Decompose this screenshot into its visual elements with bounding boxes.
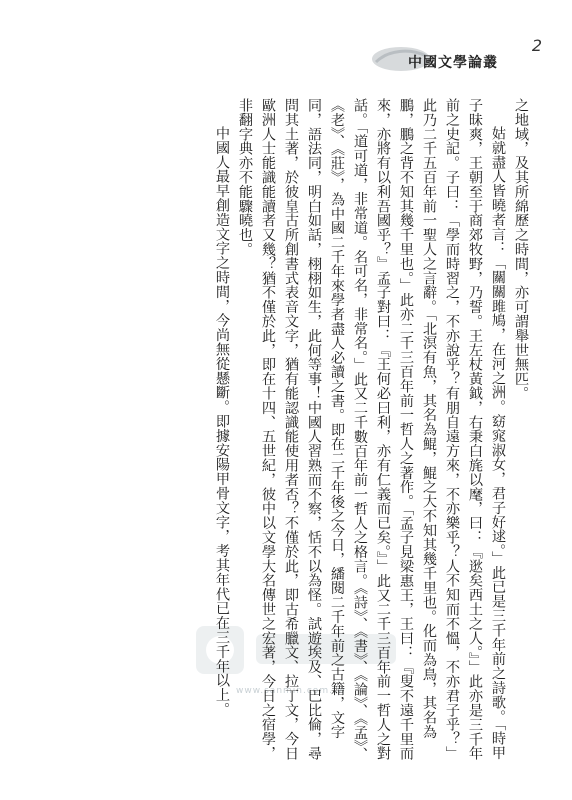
paragraph-continuation: 之地域，及其所綿歷之時間，亦可謂舉世無匹。 xyxy=(513,98,529,401)
vertical-text-body xyxy=(48,98,532,762)
paragraph: 中國人最早創造文字之時間，今尚無從懸斷。即據安陽甲骨文字，考其年代已在三千年以上。 xyxy=(214,126,230,717)
paragraph: 姑就盡人皆曉者言：「關關雎鳩，在河之洲。窈窕淑女，君子好逑。」此已是三千年前之詩歌。「時甲子昧爽，王朝至于商郊牧野，乃誓。王左杖黃鉞，右秉白旄以麾，曰：『逖矣西土之人。』」此亦是三千年前之史記。子曰：「學而時習之，不亦說乎？有朋自遠方來，不亦樂乎？人不知而不慍，不亦君子乎？」此乃二千五百年前一聖人之言辭。「北溟有魚，其名為鯤，鯤之大不知其幾千里也。化而為鳥，其名為鵬，鵬之背不知其幾千里也。」此亦二千三百年前一哲人之著作。「孟子見梁惠王，王曰：『叟不遠千里而來，亦將有以利吾國乎？』孟子對曰：『王何必曰利，亦有仁義而已矣。』」此又二千三百年前一哲人之對話。「道可道，非常道。名可名，非常名。」此又二千數百年前一哲人之格言。《詩》、《書》、《論》、《孟》、《老》、《莊》，為中國二千年來學者盡人必讀之書。即在二千年後之今日，繙閱二千年前之古籍，文字同，語法同，明白如話，栩栩如生，此何等事！中國人習熟而不察，恬不以為怪。試遊埃及、巴比倫，尋問其土著，於彼皇古所創書式表音文字，猶有能認識能使用者否？不僅於此，即古希臘文、拉丁文，今日歐洲人士能識能讀者又幾？猶不僅於此，即在十四、五世紀，彼中以文學大名傳世之宏著，今日之宿學，非翻字典亦不能驟曉也。 xyxy=(237,98,506,762)
watermark-text: www.sanmin.com.tw xyxy=(236,686,346,696)
series-title: 中國文學論叢 xyxy=(408,55,498,71)
page-number: 2 xyxy=(531,36,542,55)
running-header xyxy=(312,36,542,82)
